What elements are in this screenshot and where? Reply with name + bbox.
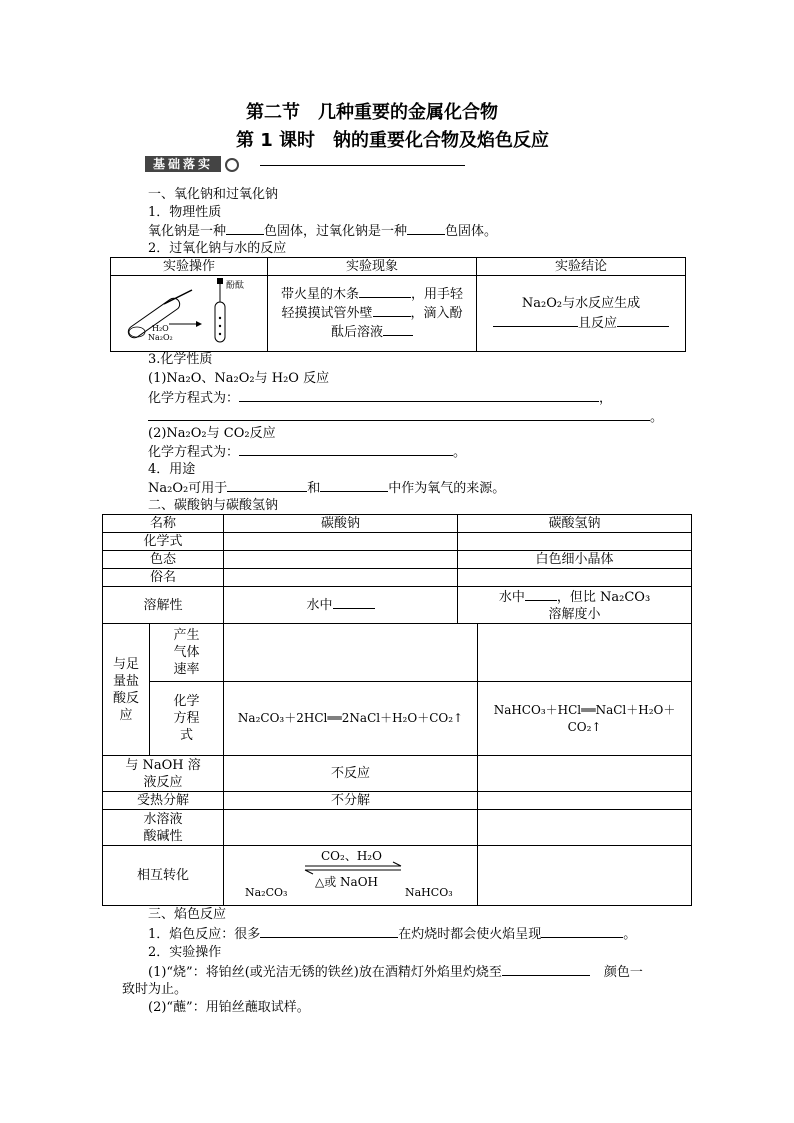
eq-nahco3-a: NaHCO₃＋HCl══NaCl＋H₂O＋: [493, 702, 676, 717]
cell-eq-na2co3: Na₂CO₃＋2HCl══2NaCl＋H₂O＋CO₂↑: [224, 682, 478, 756]
s1-p3-1: (1)Na₂O、Na₂O₂与 H₂O 反应: [148, 371, 330, 386]
cell-color-nahco3: 白色细小晶体: [458, 551, 692, 569]
exp-header-phenomenon: 实验现象: [268, 258, 477, 276]
eq-nahco3-b: CO₂↑: [567, 719, 602, 734]
convert-top-label: CO₂、H₂O: [320, 849, 382, 863]
hdr-name: 名称: [103, 515, 224, 533]
eq-3: 式: [180, 728, 194, 743]
s3-p2-1a: (1)“烧”：将铂丝(或光洁无锈的铁丝)放在酒精灯外焰里灼烧至: [148, 965, 502, 980]
s1-p1-title: 1．物理性质: [148, 205, 222, 220]
label-indicator: 酚酞: [226, 281, 245, 291]
blank[interactable]: [227, 479, 307, 492]
s3-p2-1: [148, 963, 643, 982]
section-banner: [145, 155, 239, 172]
cell-empty[interactable]: [478, 792, 692, 810]
blank[interactable]: [541, 925, 623, 938]
phen-d: ，滴入酚: [410, 306, 463, 321]
blank[interactable]: [239, 389, 599, 402]
exp-diagram-cell: [111, 276, 268, 352]
banner-label: 基础落实: [145, 156, 221, 172]
s1-p4-text: [148, 479, 505, 498]
row-acidity: [103, 810, 224, 846]
s3-p2-title: 2．实验操作: [148, 945, 222, 960]
blank[interactable]: [502, 963, 590, 976]
period: 。: [650, 410, 664, 425]
s1-heading: 一、氧化钠和过氧化钠: [148, 187, 279, 202]
blank[interactable]: [226, 222, 264, 235]
s1-p1-b: 色固体，过氧化钠是一种: [264, 224, 408, 239]
cell-naoh-na2co3: 不反应: [224, 756, 478, 792]
hcl-1: 与足: [112, 656, 139, 672]
hdr-na2co3: 碳酸钠: [224, 515, 458, 533]
blank[interactable]: [260, 925, 398, 938]
sol-b: ，但比 Na₂CO₃: [556, 589, 651, 605]
s1-p1-text: [148, 222, 497, 241]
exp-header-conclusion: 实验结论: [477, 258, 686, 276]
p4-c: 中作为氧气的来源。: [388, 481, 506, 496]
row-heat: 受热分解: [103, 792, 224, 810]
acid-2: 酸碱性: [143, 828, 183, 844]
cell-convert: [224, 846, 478, 906]
blank[interactable]: [333, 596, 375, 609]
exp-conclusion-cell: [477, 276, 686, 352]
s3-p1-c: 。: [623, 927, 637, 942]
s3-p2-1b: 颜色一: [603, 965, 643, 980]
cell-sol-na2co3: [224, 587, 458, 624]
page-subtitle: 第 1 课时 钠的重要化合物及焰色反应: [236, 130, 550, 151]
row-common-name: 俗名: [103, 569, 224, 587]
cell-empty[interactable]: [478, 846, 692, 906]
eq-label: 化学方程式为：: [148, 391, 240, 406]
s1-p2-title: 2．过氧化钠与水的反应: [148, 241, 287, 256]
blank[interactable]: [493, 314, 578, 327]
s3-p2-1c: 致时为止。: [122, 982, 188, 997]
test-tube-diagram: [114, 276, 264, 346]
row-color: 色态: [103, 551, 224, 569]
blank[interactable]: [525, 588, 557, 601]
cell-empty[interactable]: [224, 810, 478, 846]
experiment-table: [110, 257, 686, 352]
acid-1: 水溶液: [143, 811, 183, 827]
row-convert: 相互转化: [103, 846, 224, 906]
blank[interactable]: [239, 443, 453, 456]
hcl-4: 应: [119, 707, 133, 723]
s1-p1-a: 氧化钠是一种: [148, 224, 227, 239]
phen-e: 酞后溶液: [330, 325, 383, 340]
period: 。: [453, 445, 467, 460]
banner-rule: [260, 165, 465, 166]
naoh-1: 与 NaOH 溶: [125, 757, 201, 773]
blank[interactable]: [320, 479, 388, 492]
sol-a: 水中: [498, 589, 525, 605]
eq-label-2: 化学方程式为：: [148, 445, 240, 460]
phen-c: 轻摸摸试管外壁: [281, 306, 373, 321]
hdr-nahco3: 碳酸氢钠: [458, 515, 692, 533]
cell-empty[interactable]: [458, 533, 692, 551]
convert-left-label: Na₂CO₃: [244, 886, 287, 899]
s3-p2-2: (2)“蘸”：用铂丝蘸取试样。: [148, 1000, 310, 1015]
s1-p4-title: 4．用途: [148, 462, 196, 477]
s1-p3-eq1: [148, 389, 612, 408]
blank[interactable]: [359, 285, 411, 298]
s3-p1-b: 在灼烧时都会使火焰呈现: [398, 927, 542, 942]
phen-a: 带火星的木条: [280, 287, 359, 302]
phen-b: ，用手轻: [411, 287, 464, 302]
exp-phenomenon-cell: [268, 276, 477, 352]
cell-empty[interactable]: [478, 810, 692, 846]
blank[interactable]: [383, 323, 413, 336]
s2-heading: 二、碳酸钠与碳酸氢钠: [148, 498, 279, 513]
sol-c: 溶解度小: [548, 606, 601, 622]
naoh-2: 液反应: [143, 774, 183, 790]
label-peroxide: Na₂O₂: [148, 333, 173, 342]
blank[interactable]: [373, 304, 411, 317]
row-hcl-group: [103, 624, 150, 756]
blank[interactable]: [148, 408, 650, 421]
banner-dot-icon: [225, 158, 239, 172]
blank[interactable]: [617, 314, 669, 327]
convert-right-label: NaHCO₃: [404, 886, 453, 899]
cell-sol-nahco3: [458, 587, 692, 624]
rate-3: 速率: [173, 662, 200, 677]
row-equation: [150, 682, 224, 756]
rate-2: 气体: [173, 645, 200, 660]
p4-b: 和: [307, 481, 321, 496]
cell-empty[interactable]: [224, 533, 458, 551]
page-title: 第二节 几种重要的金属化合物: [246, 102, 498, 123]
rate-1: 产生: [173, 628, 200, 643]
hcl-3: 酸反: [112, 690, 139, 706]
comma: ，: [599, 391, 613, 406]
concl-b: 且反应: [577, 315, 617, 331]
concl-a: Na₂O₂与水反应生成: [521, 295, 641, 311]
cell-heat-na2co3: 不分解: [224, 792, 478, 810]
cell-empty[interactable]: [478, 624, 692, 682]
blank[interactable]: [407, 222, 445, 235]
s3-p1: [148, 925, 636, 944]
row-formula: 化学式: [103, 533, 224, 551]
conversion-diagram: [225, 846, 477, 900]
s3-heading: 三、焰色反应: [148, 907, 227, 922]
p4-a: Na₂O₂可用于: [148, 481, 228, 496]
s1-p3-title: 3.化学性质: [148, 352, 213, 367]
eq-2: 方程: [173, 711, 200, 726]
hcl-2: 量盐: [112, 673, 139, 689]
cell-empty[interactable]: [224, 569, 458, 587]
cell-eq-nahco3: [478, 682, 692, 756]
row-rate: [150, 624, 224, 682]
row-naoh: [103, 756, 224, 792]
cell-empty[interactable]: [478, 756, 692, 792]
s1-p3-2: (2)Na₂O₂与 CO₂反应: [148, 426, 276, 441]
label-water: H₂O: [152, 324, 169, 333]
s1-p3-eq2: [148, 443, 466, 462]
carbonate-table: [102, 514, 692, 906]
cell-empty[interactable]: [458, 569, 692, 587]
s1-p1-c: 色固体。: [445, 224, 498, 239]
eq-1: 化学: [173, 694, 200, 709]
cell-empty[interactable]: [224, 624, 478, 682]
row-solubility: 溶解性: [103, 587, 224, 624]
s3-p1-a: 1．焰色反应：很多: [148, 927, 261, 942]
cell-empty[interactable]: [224, 551, 458, 569]
sol-text: 水中: [306, 598, 333, 613]
convert-bottom-label: △或 NaOH: [314, 875, 378, 889]
exp-header-operation: 实验操作: [111, 258, 268, 276]
